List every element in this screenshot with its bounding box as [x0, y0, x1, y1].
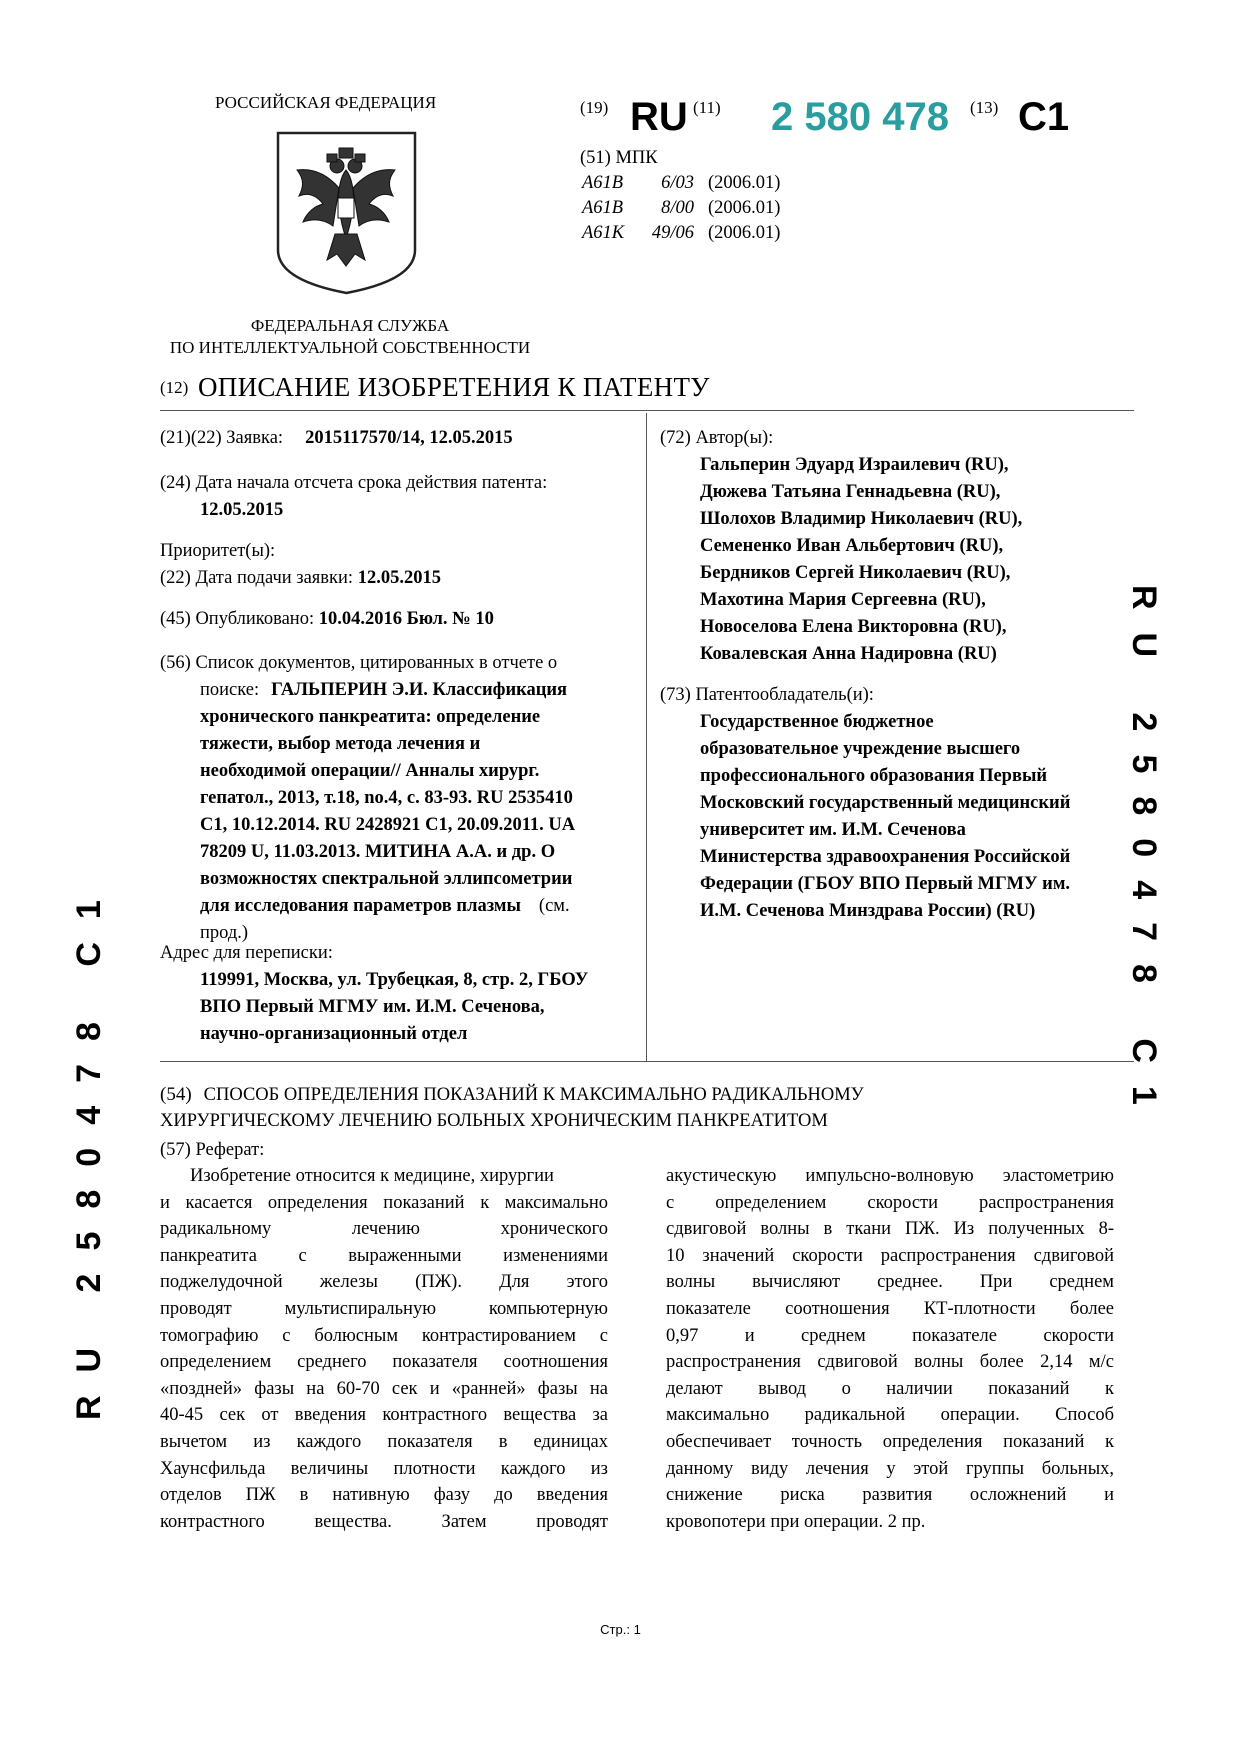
authors-field: (72) Автор(ы): Гальперин Эдуард Израилевич (RU), Дюжева Татьяна Геннадьевна (RU), Шолохов Владимир Николаевич (RU), Семененко Иван Альбертович (RU), Бердников Сергей Николаевич (RU), Махотина Мария Сергеевна (RU), Новоселова Елена Викторовна (RU), Ковалевская Анна Надировна (RU) — [660, 428, 1023, 664]
side-label-right: RU 2580478 C1 — [1125, 585, 1163, 1128]
patent-number: 2 580 478 — [771, 95, 949, 139]
country-name: РОССИЙСКАЯ ФЕДЕРАЦИЯ — [215, 93, 437, 112]
country-code: RU — [630, 95, 688, 139]
ipc-row: A61B 6/03 (2006.01) — [582, 173, 781, 193]
code-11: (11) — [693, 98, 721, 117]
address-field: Адрес для переписки: 119991, Москва, ул. Трубецкая, 8, стр. 2, ГБОУ ВПО Первый МГМУ им. И.М. Сеченова, научно-организационный отдел — [160, 943, 589, 1044]
owner-field: (73) Патентообладатель(и): Государственное бюджетное образовательное учреждение высшего профессионального образования Первый Московский государственный медицинский университет им. И.М. Сеченова Министерства здравоохранения Российской Федерации (ГБОУ ВПО Первый МГМУ им. И.М. Сеченова Минздрава России) (RU) — [660, 685, 1071, 921]
code-19: (19) — [580, 98, 609, 117]
bottom-rule — [160, 1061, 1134, 1062]
term-field: (24) Дата начала отсчета срока действия патента: 12.05.2015 — [160, 473, 548, 520]
side-label-left: RU 2580478 C1 — [70, 877, 108, 1420]
abstract-right-column: акустическую импульсно-волновую эластометрию с определением скорости распространения сдвиговой волны в ткани ПЖ. Из полученных 8- 10 значений скорости распространения сдвиговой волны вычисляют среднее. При среднем показателе соотношения КТ-плотности более 0,97 и среднем показателе скорости распространения сдвиговой волны более 2,14 м/с делают вывод о наличии показаний к максимально радикальной операции. Способ обеспечивает точность определения показаний к данному виду лечения у этой группы больных, снижение риска развития осложнений и кровопотери при операции. 2 пр. — [666, 1166, 1114, 1532]
cited-documents: (56) Список документов, цитированных в отчете о поиске: ГАЛЬПЕРИН Э.И. Классификация хронического панкреатита: определение тяжести, выбор метода лечения и необходимой операции// Анналы хирург. гепатол., 2013, т.18, no.4, с. 83-93. RU 2535410 С1, 10.12.2014. RU 2428921 С1, 20.09.2011. UA 78209 U, 11.03.2013. МИТИНА А.А. и др. О возможностях спектральной эллипсометрии для исследования параметров плазмы (см. прод.) — [160, 653, 576, 943]
published-field: (45) Опубликовано: 10.04.2016 Бюл. № 10 — [160, 609, 494, 629]
ipc-row: A61K 49/06 (2006.01) — [582, 223, 781, 243]
agency-line-2: ПО ИНТЕЛЛЕКТУАЛЬНОЙ СОБСТВЕННОСТИ — [169, 338, 531, 357]
code-13: (13) — [970, 98, 999, 117]
doc-title: ОПИСАНИЕ ИЗОБРЕТЕНИЯ К ПАТЕНТУ — [198, 372, 710, 402]
kind-code: C1 — [1018, 95, 1070, 139]
invention-title: (54) СПОСОБ ОПРЕДЕЛЕНИЯ ПОКАЗАНИЙ К МАКСИМАЛЬНО РАДИКАЛЬНОМУ ХИРУРГИЧЕСКОМУ ЛЕЧЕНИЮ БОЛЬНЫХ ХРОНИЧЕСКИМ ПАНКРЕАТИТОМ — [160, 1084, 864, 1131]
top-rule — [160, 410, 1134, 411]
doc-code: (12) — [160, 378, 189, 397]
ipc-label: (51) МПК — [580, 148, 658, 168]
abstract-left-column: Изобретение относится к медицине, хирургии и касается определения показаний к максимально радикальному лечению хронического панкреатита с выраженными изменениями поджелудочной железы (ПЖ). Для этого проводят мультиспиральную компьютерную томографию с болюсным контрастированием с определением среднего показателя соотношения «поздней» фазы на 60-70 сек и «ранней» фазы на 40-45 сек от введения контрастного вещества за вычетом из каждого показателя в единицах Хаунсфильда величины плотности каждого из отделов ПЖ в нативную фазу до введения контрастного вещества. Затем проводят — [160, 1166, 608, 1532]
page-footer: Стр.: 1 — [600, 1622, 641, 1637]
ipc-row: A61B 8/00 (2006.01) — [582, 198, 781, 218]
agency-line-1: ФЕДЕРАЛЬНАЯ СЛУЖБА — [250, 316, 450, 335]
abstract-label: (57) Реферат: — [160, 1140, 265, 1160]
ipc-list — [582, 171, 780, 246]
coat-of-arms-emblem — [275, 130, 418, 296]
column-divider — [646, 413, 647, 1061]
priority-field: Приоритет(ы): (22) Дата подачи заявки: 12.05.2015 — [160, 541, 441, 588]
application-field: (21)(22) Заявка: 2015117570/14, 12.05.2015 — [160, 428, 513, 448]
